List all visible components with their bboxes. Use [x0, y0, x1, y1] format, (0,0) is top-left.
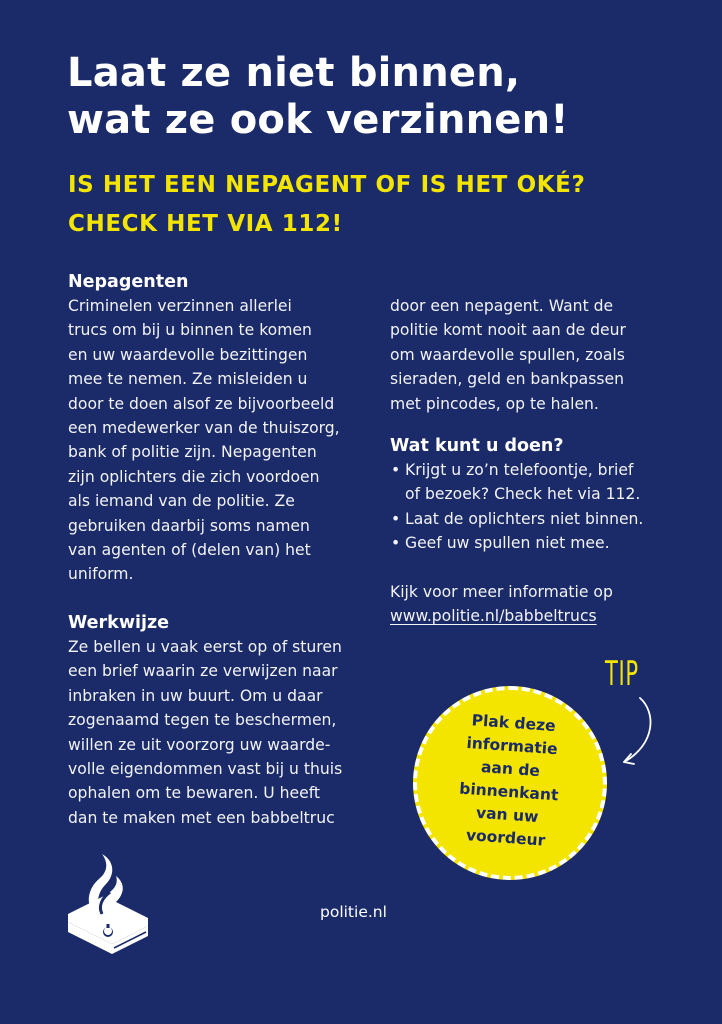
advice-text: Geef uw spullen niet mee. [405, 534, 610, 553]
body-line: willen ze uit voorzorg uw waarde- [68, 735, 331, 754]
sticker-line: voordeur [465, 826, 547, 850]
advice-list [390, 458, 680, 556]
title-line-2: wat ze ook verzinnen! [67, 97, 569, 143]
body-line: zijn oplichters die zich voordoen [68, 467, 320, 486]
body-line: inbraken in uw buurt. Om u daar [68, 686, 323, 705]
more-info-text: Kijk voor meer informatie op [390, 582, 613, 601]
curved-arrow-icon [616, 696, 662, 768]
body-line: ophalen om te bewaren. U heeft [68, 784, 321, 803]
section-werkwijze [68, 611, 378, 830]
section-heading-nepagenten: Nepagenten [68, 272, 189, 292]
tip-label: TIP [605, 654, 639, 694]
bullet-icon: • [391, 534, 401, 553]
advice-text: Krijgt u zo’n telefoontje, brief [405, 461, 634, 480]
sticker-line: binnenkant [459, 779, 560, 805]
body-line: door een nepagent. Want de [390, 297, 614, 315]
sticker-line: aan de [480, 757, 541, 781]
body-line: trucs om bij u binnen te komen [68, 321, 312, 340]
advice-item [390, 458, 680, 507]
body-line: dan te maken met een babbeltruc [68, 808, 335, 827]
body-line: mee te nemen. Ze misleiden u [68, 370, 308, 389]
body-line: om waardevolle spullen, zoals [390, 345, 625, 364]
section-body-nepagenten [68, 294, 378, 587]
body-line: uniform. [68, 565, 134, 584]
body-line: volle eigendommen vast bij u thuis [68, 759, 343, 778]
advice-item [390, 507, 680, 531]
section-heading-werkwijze: Werkwijze [68, 612, 170, 633]
spacer [390, 556, 680, 580]
body-line: en uw waardevolle bezittingen [68, 345, 308, 364]
spacer [68, 587, 378, 611]
spacer [390, 416, 680, 434]
tip-sticker-text [456, 709, 565, 854]
sticker-line: van uw [475, 803, 540, 827]
sticker-line: informatie [466, 733, 559, 759]
section-body-werkwijze [68, 635, 378, 830]
body-line: door te doen alsof ze bijvoorbeeld [68, 394, 335, 413]
body-line: bank of politie zijn. Nepagenten [68, 443, 317, 462]
tip-sticker [413, 686, 607, 880]
sticker-line: Plak deze [471, 711, 557, 736]
babbeltrucs-link[interactable]: www.politie.nl/babbeltrucs [390, 607, 597, 626]
left-column [68, 270, 378, 830]
politie-logo-icon [66, 852, 150, 956]
body-line: met pincodes, op te halen. [390, 394, 599, 413]
body-line: sieraden, geld en bankpassen [390, 370, 624, 389]
section-nepagenten [68, 270, 378, 587]
bullet-icon: • [391, 461, 401, 480]
body-line: als iemand van de politie. Ze [68, 492, 295, 511]
subtitle-line-2: CHECK HET VIA 112! [68, 211, 343, 237]
right-column [390, 294, 680, 628]
body-line: een medewerker van de thuiszorg, [68, 419, 340, 438]
subtitle-line-1: IS HET EEN NEPAGENT OF IS HET OKÉ? [68, 172, 586, 198]
advice-item [390, 531, 680, 555]
body-line: politie komt nooit aan de deur [390, 321, 626, 340]
body-line: Ze bellen u vaak eerst op of sturen [68, 637, 342, 656]
footer-url: politie.nl [320, 903, 387, 921]
body-line: zogenaamd tegen te beschermen, [68, 711, 337, 730]
advice-text: of bezoek? Check het via 112. [405, 485, 641, 504]
title-line-1: Laat ze niet binnen, [67, 50, 521, 96]
more-info [390, 580, 680, 629]
body-line: Criminelen verzinnen allerlei [68, 297, 292, 315]
bullet-icon: • [391, 509, 401, 528]
advice-text: Laat de oplichters niet binnen. [405, 509, 644, 528]
body-line: van agenten of (delen van) het [68, 541, 311, 560]
section-heading-wat-kunt-u-doen: Wat kunt u doen? [390, 436, 564, 457]
page-subtitle [68, 166, 585, 244]
section-wat-kunt-u-doen [390, 434, 680, 556]
section-body-werkwijze-continued [390, 294, 680, 416]
body-line: een brief waarin ze verwijzen naar [68, 662, 338, 681]
body-line: gebruiken daarbij soms namen [68, 516, 310, 535]
page-title [67, 50, 569, 144]
